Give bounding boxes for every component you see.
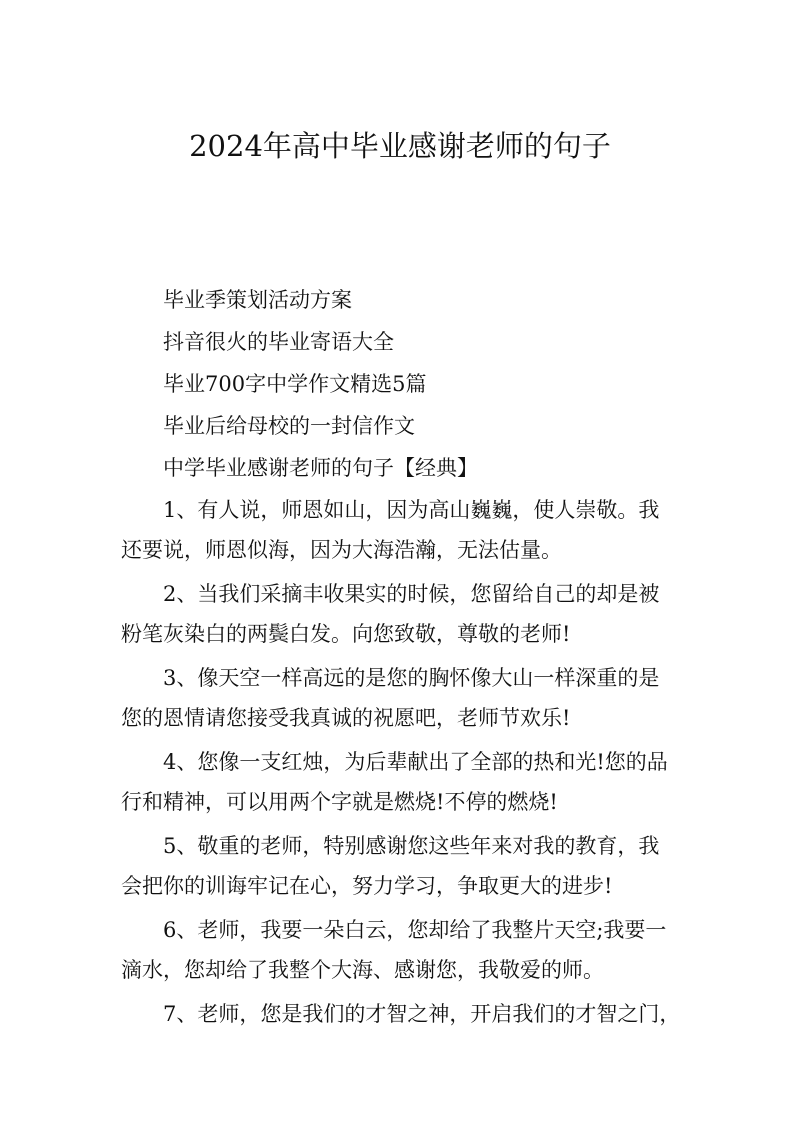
related-link-3[interactable]: 毕业700字中学作文精选5篇 bbox=[163, 372, 427, 396]
paragraph-line: 5、敬重的老师，特别感谢您这些年来对我的教育，我 bbox=[163, 834, 660, 858]
article-body bbox=[121, 490, 683, 1038]
related-link-2[interactable]: 抖音很火的毕业寄语大全 bbox=[163, 330, 394, 354]
paragraph-6 bbox=[121, 910, 683, 990]
paragraph-line: 4、您像一支红烛，为后辈献出了全部的热和光!您的品 bbox=[163, 750, 668, 774]
paragraph-line: 会把你的训诲牢记在心，努力学习，争取更大的进步! bbox=[121, 874, 613, 898]
related-link-5[interactable]: 中学毕业感谢老师的句子【经典】 bbox=[163, 456, 478, 480]
paragraph-1 bbox=[121, 490, 683, 570]
paragraph-line: 粉笔灰染白的两鬓白发。向您致敬，尊敬的老师! bbox=[121, 622, 571, 646]
paragraph-line: 滴水，您却给了我整个大海、感谢您，我敬爱的师。 bbox=[121, 958, 604, 982]
paragraph-line: 6、老师，我要一朵白云，您却给了我整片天空;我要一 bbox=[163, 918, 667, 942]
related-links-list bbox=[163, 279, 723, 489]
paragraph-line: 还要说，师恩似海，因为大海浩瀚，无法估量。 bbox=[121, 538, 562, 562]
related-link-4[interactable]: 毕业后给母校的一封信作文 bbox=[163, 414, 415, 438]
related-link-1[interactable]: 毕业季策划活动方案 bbox=[163, 288, 352, 312]
paragraph-2 bbox=[121, 574, 683, 654]
paragraph-line: 您的恩情请您接受我真诚的祝愿吧，老师节欢乐! bbox=[121, 706, 571, 730]
paragraph-5 bbox=[121, 826, 683, 906]
paragraph-line: 2、当我们采摘丰收果实的时候，您留给自己的却是被 bbox=[163, 582, 660, 606]
page-title: 2024年高中毕业感谢老师的句子 bbox=[189, 129, 611, 163]
paragraph-line: 7、老师，您是我们的才智之神，开启我们的才智之门， bbox=[163, 1002, 681, 1026]
paragraph-line: 3、像天空一样高远的是您的胸怀像大山一样深重的是 bbox=[163, 666, 660, 690]
paragraph-3 bbox=[121, 658, 683, 738]
paragraph-4 bbox=[121, 742, 683, 822]
paragraph-line: 行和精神，可以用两个字就是燃烧!不停的燃烧! bbox=[121, 790, 558, 814]
paragraph-line: 1、有人说，师恩如山，因为高山巍巍，使人崇敬。我 bbox=[163, 498, 660, 522]
paragraph-7 bbox=[121, 994, 683, 1034]
